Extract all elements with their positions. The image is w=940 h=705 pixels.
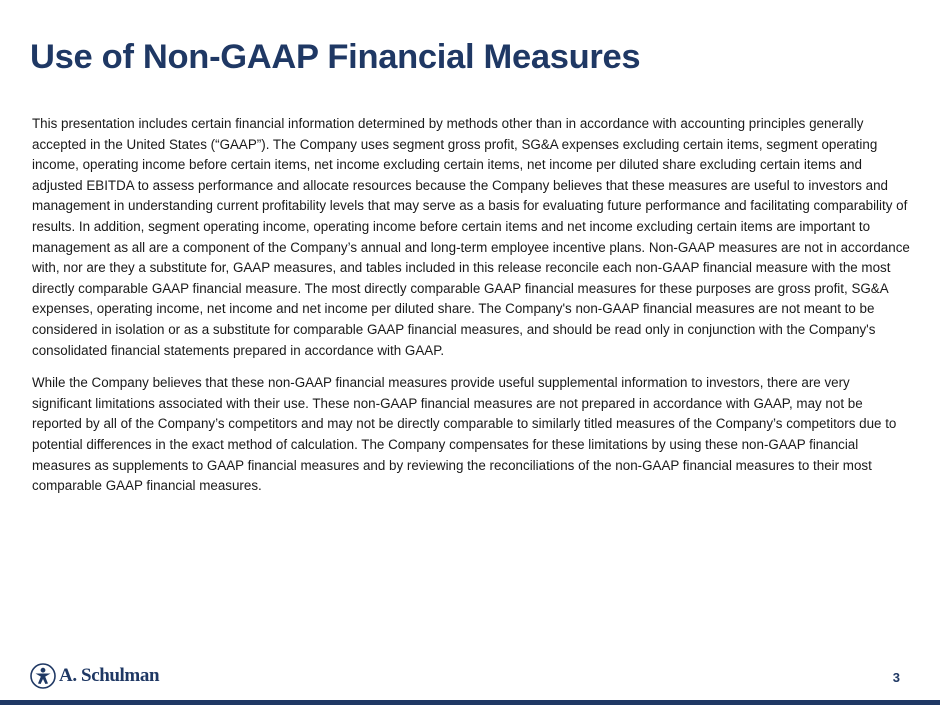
paragraph-non-gaap-limitations: While the Company believes that these non-GAAP financial measures provide useful supplemental information to investors, there are very significant limitations associated with their use. These non-GAAP financial measures are not prepared in accordance with GAAP, may not be reported by all of the Company’s competitors and may not be directly comparable to similarly titled measures of the Company’s competitors due to potential differences in the exact method of calculation. The Company compensates for these limitations by using these non-GAAP financial measures as supplements to GAAP financial measures and by reviewing the reconciliations of the non-GAAP financial measures to their most comparable GAAP financial measures. [32,375,897,494]
paragraph-non-gaap-usage: This presentation includes certain financial information determined by methods other than in accordance with accounting principles generally accepted in the United States (“GAAP”). The Company uses segment gross profit, SG&A expenses excluding certain items, segment operating income, operating income before certain items, net income excluding certain items, net income per diluted share excluding certain items and adjusted EBITDA to assess performance and allocate resources because the Company believes that these measures are useful to investors and management in understanding current profitability levels that may serve as a basis for evaluating future performance and facilitating comparability of results. In addition, segment operating income, operating income before certain items and net income excluding certain items are important to management as all are a component of the Company’s annual and long-term employee incentive plans. Non-GAAP measures are not in accordance with, nor are they a substitute for, GAAP measures, and tables included in this release reconcile each non-GAAP financial measure with the most directly comparable GAAP financial measure. The most directly comparable GAAP financial measures for these purposes are gross profit, SG&A expenses, operating income, net income and net income per diluted share. The Company's non-GAAP financial measures are not meant to be considered in isolation or as a substitute for comparable GAAP financial measures, and should be read only in conjunction with the Company's consolidated financial statements prepared in accordance with GAAP. [32,116,910,358]
company-logo [30,663,159,689]
slide-body [32,114,912,509]
footer-bar [0,700,940,705]
schulman-figure-icon [30,663,56,689]
slide-title: Use of Non-GAAP Financial Measures [30,38,641,76]
logo-wordmark: A. Schulman [59,665,160,686]
page-number: 3 [892,670,900,685]
